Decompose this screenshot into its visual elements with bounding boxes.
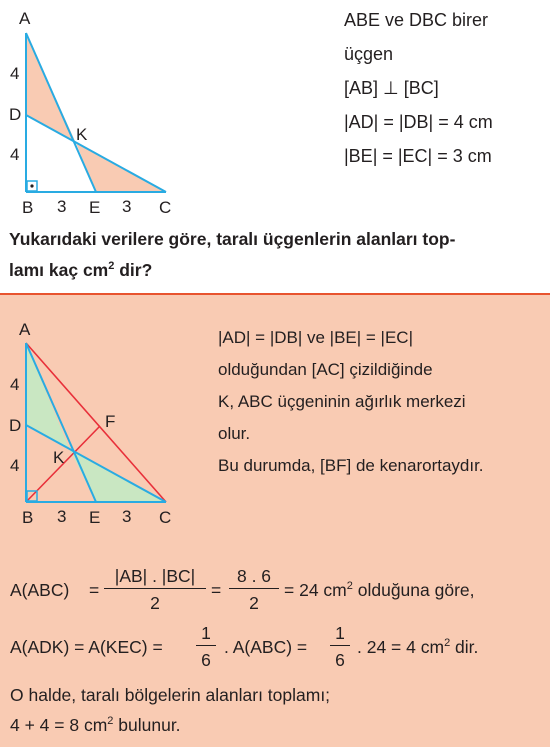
label-c: C [159, 198, 172, 217]
label-f: F [105, 412, 116, 431]
label-length-ad: 4 [10, 375, 20, 394]
eq1-fraction-1-numerator: |AB| . |BC| [104, 566, 206, 589]
explanation-line: K, ABC üçgeninin ağırlık merkezi [218, 392, 466, 411]
label-length-be: 3 [57, 507, 67, 526]
label-e: E [89, 508, 101, 527]
given-line: |BE| = |EC| = 3 cm [344, 146, 492, 166]
question-text [9, 224, 549, 286]
given-line: [AB] ⊥ [BC] [344, 78, 439, 98]
eq1-equals-2: = [211, 580, 222, 600]
label-length-be: 3 [57, 197, 67, 216]
conclusion-line-1: O halde, taralı bölgelerin alanları toplamı; [10, 685, 331, 705]
question-line-1: Yukarıdaki verilere göre, taralı üçgenlerin alanları top- [9, 229, 456, 249]
label-d: D [9, 416, 22, 435]
eq2-fraction-2-denominator: 6 [335, 650, 345, 670]
label-length-ad: 4 [10, 64, 20, 83]
label-k: K [76, 125, 88, 144]
label-length-ec: 3 [122, 507, 132, 526]
given-line: ABE ve DBC birer [344, 10, 489, 30]
eq2-middle: . A(ABC) = [224, 637, 308, 657]
eq2-fraction-1-denominator: 6 [201, 650, 211, 670]
label-b: B [22, 198, 34, 217]
label-length-db: 4 [10, 145, 20, 164]
equation-area-adk-kec [0, 620, 550, 680]
label-a: A [19, 9, 31, 28]
eq2-fraction-1-numerator: 1 [196, 623, 216, 646]
eq1-result: = 24 $cm^2$ olduğuna göre, [284, 580, 475, 600]
eq1-fraction-1-denominator: 2 [150, 593, 160, 613]
given-line: üçgen [344, 44, 394, 64]
eq2-fraction-2 [330, 623, 350, 671]
eq1-equals: = [89, 580, 100, 600]
right-angle-dot [30, 184, 33, 187]
label-length-ec: 3 [122, 197, 132, 216]
explanation-line: |AD| = |DB| ve |BE| = |EC| [218, 328, 414, 347]
label-d: D [9, 105, 22, 124]
eq1-fraction-2 [229, 566, 279, 614]
eq1-fraction-2-denominator: 2 [249, 593, 259, 613]
eq2-fraction-1 [196, 623, 216, 671]
equation-area-abc [0, 563, 550, 623]
eq1-fraction-2-numerator: 8 . 6 [229, 566, 279, 589]
given-conditions [344, 3, 493, 173]
eq1-fraction-1 [104, 566, 206, 614]
explanation-line: olur. [218, 424, 251, 443]
explanation-line: Bu durumda, [BF] de kenarortaydır. [218, 456, 484, 475]
explanation-line: olduğundan [AC] çizildiğinde [218, 360, 433, 379]
label-c: C [159, 508, 172, 527]
label-k: K [53, 448, 65, 467]
label-b: B [22, 508, 34, 527]
label-length-db: 4 [10, 456, 20, 475]
label-e: E [89, 198, 101, 217]
given-line: |AD| = |DB| = 4 cm [344, 112, 493, 132]
question-line-2: lamı kaç $cm^2$ dir? [9, 260, 153, 280]
eq1-lhs: A(ABC) [10, 580, 70, 600]
conclusion-line-2: 4 + 4 = 8 $cm^2$ bulunur. [10, 715, 181, 735]
label-a: A [19, 320, 31, 339]
problem-figure [0, 0, 200, 220]
eq2-result: . 24 = 4 $cm^2$ dir. [357, 637, 479, 657]
eq2-lhs: A(ADK) = A(KEC) = [10, 637, 163, 657]
eq2-fraction-2-numerator: 1 [330, 623, 350, 646]
solution-explanation [218, 322, 484, 482]
